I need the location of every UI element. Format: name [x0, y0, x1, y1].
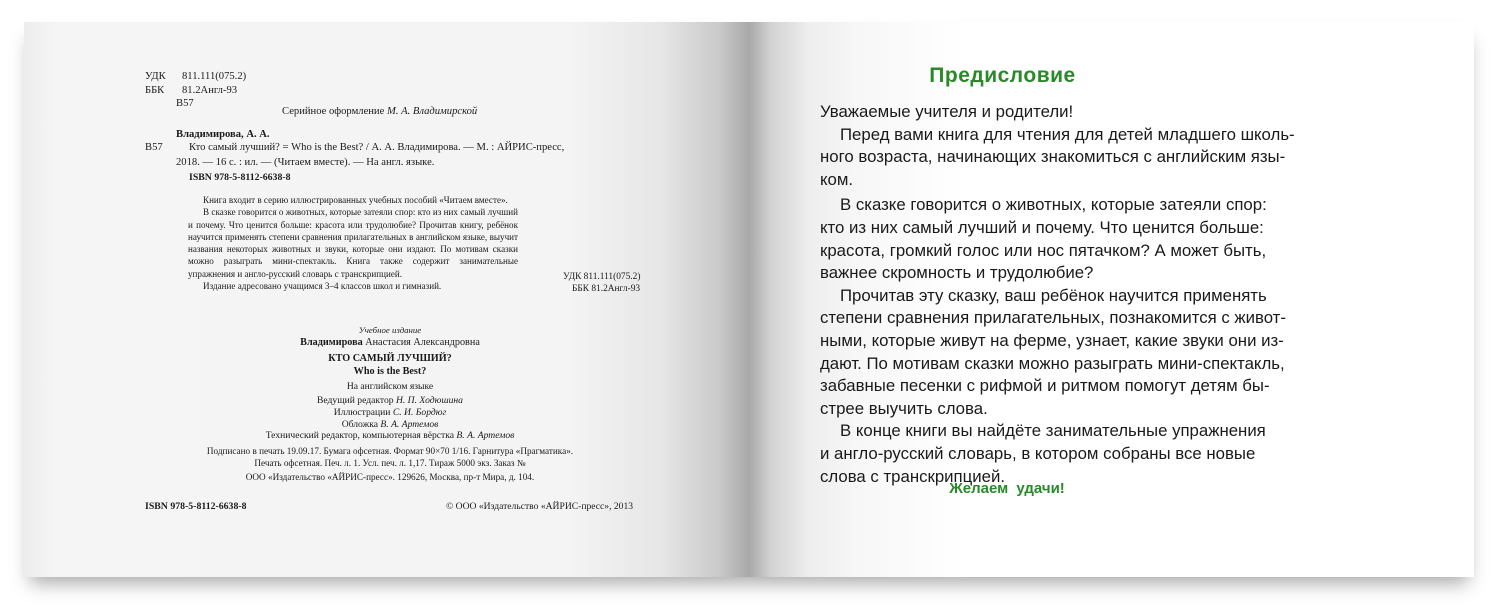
preface-line: кто из них самый лучший и почему. Что ценится больше: — [820, 217, 1264, 237]
preface-line: В сказке говорится о животных, которые затеяли спор: — [840, 195, 1267, 215]
footer-isbn: ISBN 978-5-8112-6638-8 — [145, 501, 247, 512]
tech-prefix: Технический редактор, компьютерная вёрстка — [265, 430, 457, 441]
illustrations-prefix: Иллюстрации — [333, 407, 393, 418]
author-mark: В57 — [176, 98, 194, 109]
annotation-paragraph: Издание адресовано учащимся 3–4 классов школ и гимназий. — [203, 281, 442, 292]
bbk-value: 81.2Англ-93 — [182, 85, 238, 96]
preface-line: важнее скромность и трудолюбие? — [820, 263, 1094, 283]
isbn-line: ISBN 978-5-8112-6638-8 — [189, 172, 291, 183]
preface-line: стрее выучить слова. — [820, 398, 988, 418]
preface-line: ком. — [820, 169, 854, 189]
bib-line-1: Кто самый лучший? = Who is the Best? / А. А. Владимирова. — М. : АЙРИС-пресс, — [189, 142, 565, 153]
illustrations-line — [180, 407, 600, 419]
author-heading: Владимирова, А. А. — [176, 129, 270, 140]
preface-title: Предисловие — [929, 64, 1076, 87]
cover-prefix: Обложка — [341, 419, 381, 430]
preface-line: ными, которые живут на ферме, узнает, какие звуки они из- — [820, 330, 1284, 350]
preface-line: ного возраста, начинающих знакомиться с английским язы- — [820, 147, 1286, 167]
preface-line: Прочитав эту сказку, ваш ребёнок научится применять — [840, 285, 1267, 305]
series-design-name: М. А. Владимирской — [386, 106, 478, 117]
preface-line: В конце книги вы найдёте занимательные упражнения — [840, 421, 1266, 441]
title-ru: КТО САМЫЙ ЛУЧШИЙ? — [328, 353, 452, 364]
series-design-line — [282, 105, 477, 118]
editor-line — [180, 395, 600, 407]
preface-line: Уважаемые учителя и родители! — [820, 102, 1074, 121]
preface-line: забавные песенки с рифмой и ритмом помогут детям бы- — [820, 376, 1270, 396]
series-design-prefix: Серийное оформление — [282, 106, 387, 117]
udk-line — [145, 70, 246, 83]
bbk-right: ББК 81.2Англ-93 — [572, 284, 641, 294]
full-author-line — [180, 337, 600, 349]
bib-line-2: 2018. — 16 с. : ил. — (Читаем вместе). — На англ. языке. — [176, 157, 435, 168]
footer-copyright: © ООО «Издательство «АЙРИС-пресс», 2013 — [446, 501, 634, 512]
full-author-name: Анастасия Александровна — [362, 337, 480, 348]
title-en: Who is the Best? — [353, 366, 427, 377]
udk-value: 811.111(075.2) — [182, 71, 247, 82]
preface-line: дают. По мотивам сказки можно разыграть мини-спектакль, — [820, 353, 1285, 373]
preface-line: слова с транскрипцией. — [820, 466, 1005, 486]
editor-name: Н. П. Ходюшина — [395, 395, 463, 406]
wish-line: Желаем удачи! — [949, 480, 1065, 497]
annotation-paragraph: В сказке говорится о животных, которые затеяли спор: кто из них самый лучший и почему. Что ценится больше: красота или трудолюбие? Прочитав книгу, ребёнок научится применять степени сравнения прилагательных в английском языке, выучит названия некоторых животных и звуки, которые они издают. По мотивам сказки можно разыграть мини-спектакль. Книга также содержит занимательные упражнения и англо-русский словарь с транскрипцией. — [188, 207, 518, 279]
bbk-line — [145, 84, 237, 97]
edition-type: Учебное издание — [358, 325, 422, 335]
bib-mark: В57 — [145, 142, 163, 153]
full-author-surname: Владимирова — [300, 337, 363, 348]
language-note: На английском языке — [346, 381, 434, 392]
udk-right: УДК 811.111(075.2) — [563, 272, 641, 282]
udk-label: УДК — [145, 71, 166, 82]
tech-editor-line — [180, 430, 600, 442]
preface-body — [820, 101, 1295, 488]
annotation — [188, 194, 518, 292]
preface-line: степени сравнения прилагательных, познакомится с живот- — [820, 308, 1286, 328]
bbk-label: ББК — [145, 85, 165, 96]
cover-name: В. А. Артемов — [380, 419, 439, 430]
print-line-1: Подписано в печать 19.09.17. Бумага офсетная. Формат 90×70 1/16. Гарнитура «Прагматика». — [206, 446, 574, 456]
preface-line: Перед вами книга для чтения для детей младшего школь- — [840, 124, 1295, 144]
editor-prefix: Ведущий редактор — [317, 395, 396, 406]
annotation-paragraph: Книга входит в серию иллюстрированных учебных пособий «Читаем вместе». — [203, 195, 508, 205]
illustrations-name: С. И. Бордюг — [392, 407, 447, 418]
print-line-2: Печать офсетная. Печ. л. 1. Усл. печ. л. 1,17. Тираж 5000 экз. Заказ № — [254, 458, 526, 468]
publisher-line: ООО «Издательство «АЙРИС-пресс». 129626, Москва, пр-т Мира, д. 104. — [245, 472, 535, 482]
tech-name: В. А. Артемов — [456, 430, 515, 441]
preface-line: и англо-русский словарь, в котором собраны все новые — [820, 443, 1256, 463]
preface-line: красота, громкий голос или нос пятачком? А может быть, — [820, 240, 1267, 260]
